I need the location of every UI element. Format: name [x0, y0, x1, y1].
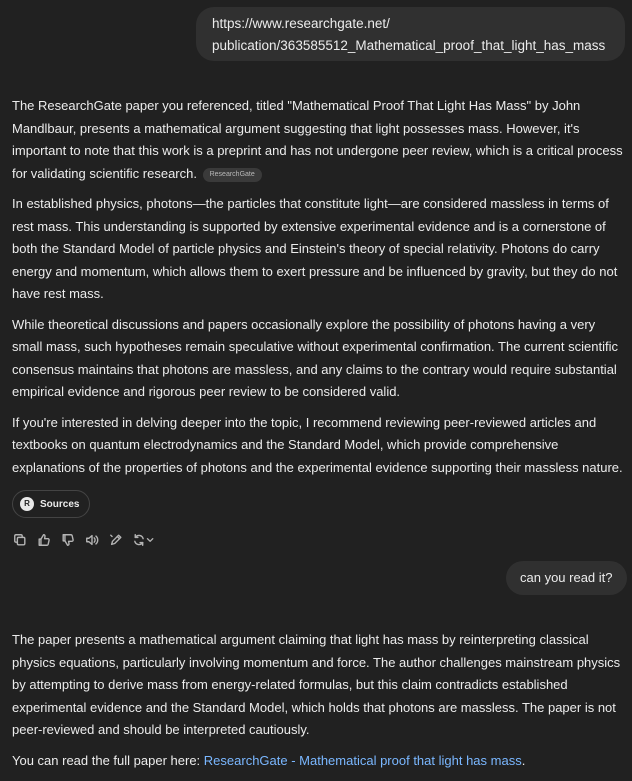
assistant-paragraph: In established physics, photons—the particles that constitute light—are considered massless in terms of rest mass. This understanding is supported by extensive experimental evidence and is a cornerstone of both the Standard Model of particle physics and Einstein's theory of special relativity. Photons do carry energy and momentum, which allows them to exert pressure and be influenced by gravity, but they do not have rest mass.: [12, 196, 618, 301]
assistant-paragraph: If you're interested in delving deeper into the topic, I recommend reviewing peer-reviewed articles and textbooks on quantum electrodynamics and the Standard Model, which provide comprehensive explanations of the properties of photons and the experimental evidence supporting their massless nature.: [12, 414, 623, 475]
chevron-down-icon: [148, 538, 153, 541]
paragraph-text: .: [521, 752, 526, 768]
assistant-paragraph: The paper presents a mathematical argument claiming that light has mass by reinterpreting classical physics equations, particularly involving momentum and force. The author challenges mainstream physics by attempting to derive mass from energy-related formulas, but this claim contradicts established experimental evidence and the Standard Model, which holds that photons are massless. The paper is not peer-reviewed and should be interpreted cautiously.: [12, 632, 621, 737]
assistant-message: [12, 95, 626, 487]
read-aloud-icon[interactable]: [83, 531, 100, 548]
user-message-bubble: [196, 7, 625, 61]
edit-icon[interactable]: [107, 531, 124, 548]
user-message-line-1: https://www.researchgate.net/: [212, 16, 390, 31]
thumbs-up-icon[interactable]: [35, 531, 52, 548]
assistant-message: [12, 629, 626, 780]
user-message-text: [212, 13, 605, 57]
copy-icon[interactable]: [11, 531, 28, 548]
assistant-paragraph: [12, 750, 626, 773]
user-message-bubble: [506, 561, 627, 595]
message-actions: [11, 531, 157, 548]
paragraph-text: You can read the full paper here:: [12, 752, 204, 768]
assistant-paragraph: [12, 95, 626, 185]
sources-label: Sources: [40, 498, 80, 510]
paragraph-text: The ResearchGate paper you referenced, titled "Mathematical Proof That Light Has Mass" by John Mandlbaur, presents a mathematical argument suggesting that light possesses mass. However, it's important to note that this work is a preprint and has not undergone peer review, which is a critical process for validating scientific research.: [12, 98, 623, 181]
assistant-paragraph: While theoretical discussions and papers occasionally explore the possibility of photons having a very small mass, such hypotheses remain speculative without experimental confirmation. The current scientific consensus maintains that photons are massless, and any claims to the contrary would require substantial empirical evidence and rigorous peer review to be considered valid.: [12, 316, 618, 399]
citation-pill[interactable]: ResearchGate: [203, 168, 262, 182]
paper-link[interactable]: ResearchGate - Mathematical proof that light has mass: [203, 752, 522, 768]
user-message-line-2: publication/363585512_Mathematical_proof_that_light_has_mass: [212, 38, 606, 53]
regenerate-icon[interactable]: [131, 531, 157, 548]
user-message-text: can you read it?: [520, 570, 613, 585]
researchgate-logo-icon: R: [20, 497, 34, 511]
thumbs-down-icon[interactable]: [59, 531, 76, 548]
sources-button[interactable]: [12, 490, 90, 518]
